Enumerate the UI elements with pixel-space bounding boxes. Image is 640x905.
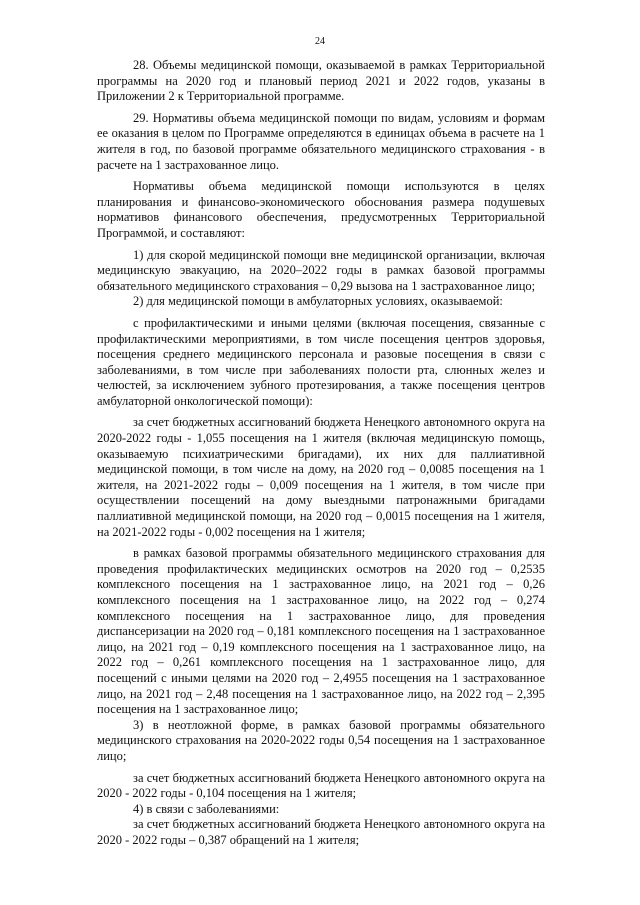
paragraph-regional-budget-appeals: за счет бюджетных ассигнований бюджета Ненецкого автономного округа на 2020 - 2022 годы – 0,387 обращений на 1 жителя;	[97, 817, 545, 847]
paragraph-item-2-outpatient: 2) для медицинской помощи в амбулаторных условиях, оказываемой:	[133, 294, 503, 309]
paragraph-item-1-ambulance: 1) для скорой медицинской помощи вне медицинской организации, включая медицинскую эвакуацию, на 2020–2022 годы в рамках базовой программы обязательного медицинского страхования – 0,29 вызова на 1 застрахованное лицо;	[97, 247, 545, 293]
paragraph-oms-checkups: в рамках базовой программы обязательного медицинского страхования для проведения профилактических медицинских осмотров на 2020 год – 0,2535 комплексного посещения на 1 застрахованное лицо, на 2021 год – 0,26 комплексного посещения на 1 застрахованное лицо, на 2022 год – 0,274 комплексного посещения на 1 застрахованное лицо, для проведения диспансеризации на 2020 год – 0,181 комплексного посещения на 1 застрахованное лицо, на 2021 год – 0,19 комплексного посещения на 1 застрахованное лицо, на 2022 год – 0,261 комплексного посещения на 1 застрахованное лицо, для посещений с иными целями на 2020 год – 2,4955 посещения на 1 застрахованное лицо, на 2021 год – 2,48 посещения на 1 застрахованное лицо, на 2022 год – 2,395 посещения на 1 застрахованное лицо;	[97, 546, 545, 717]
paragraph-regional-budget-visits: за счет бюджетных ассигнований бюджета Ненецкого автономного округа на 2020-2022 годы - 1,055 посещения на 1 жителя (включая медицинскую помощь, оказываемую психиатрическими бригадами), их них для паллиативной медицинской помощи, в том числе на дому, на 2020 год – 0,0085 посещения на 1 жителя, на 2021-2022 годы – 0,009 посещения на 1 жителя, в том числе при осуществлении посещений на дому выездными патронажными бригадами паллиативной медицинской помощи, на 2020 год – 0,0015 посещения на 1 жителя, на 2021-2022 годы - 0,002 посещения на 1 жителя;	[97, 415, 545, 539]
paragraph-28-volumes: 28. Объемы медицинской помощи, оказываемой в рамках Территориальной программы на 2020 год и плановый период 2021 и 2022 годов, указаны в Приложении 2 к Территориальной программе.	[97, 58, 545, 104]
paragraph-regional-budget-urgent: за счет бюджетных ассигнований бюджета Ненецкого автономного округа на 2020 - 2022 годы - 0,104 посещения на 1 жителя;	[97, 770, 545, 801]
paragraph-29-norms: 29. Нормативы объема медицинской помощи по видам, условиям и формам ее оказания в целом по Программе определяются в единицах объема в расчете на 1 жителя в год, по базовой программе обязательного медицинского страхования - в расчете на 1 застрахованное лицо.	[97, 110, 545, 172]
document-body	[97, 58, 545, 849]
paragraph-norms-usage: Нормативы объема медицинской помощи используются в целях планирования и финансово-экономического обоснования размера подушевых нормативов финансового обеспечения, предусмотренных Территориальной Программой, и составляют:	[97, 179, 545, 240]
paragraph-item-3-urgent: 3) в неотложной форме, в рамках базовой программы обязательного медицинского страхования на 2020-2022 годы 0,54 посещения на 1 застрахованное лицо;	[97, 717, 545, 763]
paragraph-item-4-diseases: 4) в связи с заболеваниями:	[133, 801, 280, 816]
paragraph-preventive-purposes: с профилактическими и иными целями (включая посещения, связанные с профилактическими мероприятиями, в том числе посещения центров здоровья, посещения среднего медицинского персонала и разовые посещения в связи с заболеваниями, в том числе при заболеваниях полости рта, слюнных желез и челюстей, за исключением зубного протезирования, а также посещения центров амбулаторной онкологической помощи):	[97, 315, 545, 408]
page-number: 24	[315, 36, 325, 47]
